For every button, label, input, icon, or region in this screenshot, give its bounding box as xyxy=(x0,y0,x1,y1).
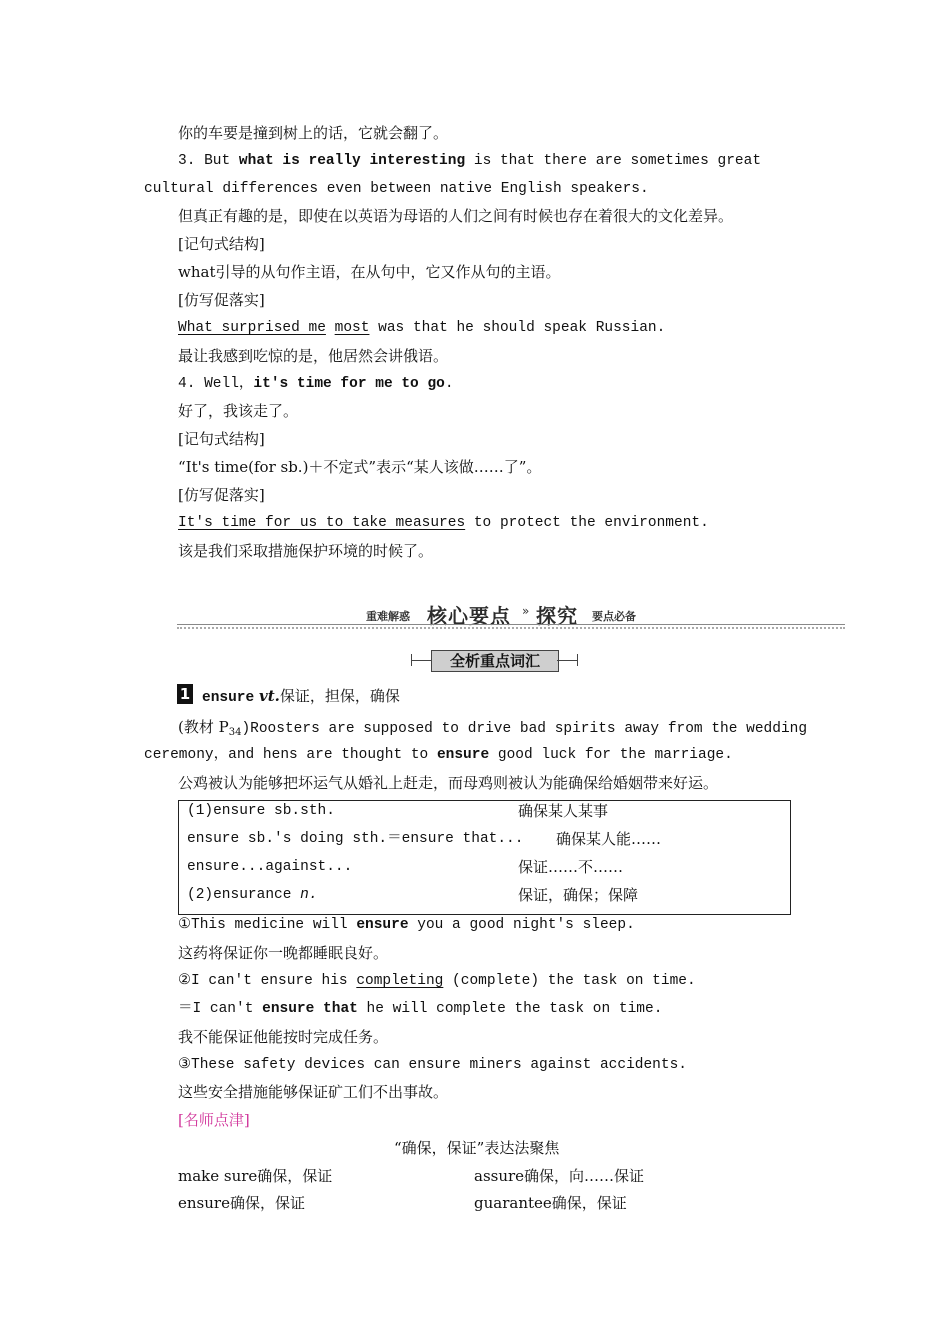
bold-phrase: ensure that xyxy=(262,1001,358,1017)
usage-en: (1)ensure sb.sth. xyxy=(187,803,335,819)
sentence-part: (complete) the task on time. xyxy=(443,973,696,989)
example-sentence-3 xyxy=(178,151,761,171)
usage-cn: 保证，确保；保障 xyxy=(518,886,639,904)
sentence-rest: was that he should speak Russian. xyxy=(369,320,666,336)
sentence-rest: is that there are sometimes great xyxy=(465,153,762,169)
part-of-speech: n. xyxy=(300,887,318,903)
sentence-number: 4. Well， xyxy=(178,376,254,392)
teacher-tip-label: [名师点津] xyxy=(178,1111,250,1129)
example-1 xyxy=(178,915,635,935)
structure-note: what引导的从句作主语，在从句中，它又作从句的主语。 xyxy=(178,263,561,281)
translation-line: 这些安全措施能够保证矿工们不出事故。 xyxy=(178,1083,449,1101)
tip-item: guarantee确保，保证 xyxy=(474,1194,627,1212)
bold-phrase: it's time for me to go xyxy=(253,376,445,392)
section-title-a: 核心要点 xyxy=(427,604,511,628)
sentence-rest: to protect the environment. xyxy=(465,515,709,531)
space xyxy=(326,320,335,336)
translation-line: 你的车要是撞到树上的话，它就会翻了。 xyxy=(178,124,449,142)
source-prefix: (教材 P xyxy=(178,718,229,736)
tip-heading: “确保，保证”表达法聚焦 xyxy=(394,1139,560,1157)
translation-line: 公鸡被认为能够把坏运气从婚礼上赶走，而母鸡则被认为能确保给婚姻带来好运。 xyxy=(178,774,719,792)
underlined-phrase: most xyxy=(334,320,370,336)
underlined-answer: completing xyxy=(356,973,444,989)
structure-note: “It's time(for sb.)＋不定式”表示“某人该做……了”。 xyxy=(178,458,542,476)
practice-label: [仿写促落实] xyxy=(178,291,265,309)
usage-cn: 保证……不…… xyxy=(518,858,624,876)
practice-label: [仿写促落实] xyxy=(178,486,265,504)
section-divider xyxy=(177,624,845,625)
example-2 xyxy=(178,971,696,991)
word-entry xyxy=(202,686,400,708)
translation-line: 该是我们采取措施保护环境的时候了。 xyxy=(178,542,434,560)
bold-word: ensure xyxy=(356,917,409,933)
page-subscript: 34 xyxy=(228,727,242,738)
usage-en xyxy=(187,885,318,905)
section-right-tag: 要点必备 xyxy=(592,610,636,623)
structure-label: [记句式结构] xyxy=(178,430,265,448)
example-sentence-3-cont: cultural differences even between native English speakers. xyxy=(144,181,649,197)
usage-en: ensure...against... xyxy=(187,859,353,875)
example-2-alt xyxy=(178,999,662,1019)
vocab-heading-pill: 全析重点词汇 xyxy=(431,650,559,672)
pill-cap-right xyxy=(577,654,578,666)
sentence-number: 3. But xyxy=(178,153,239,169)
pill-line-left xyxy=(411,660,431,661)
example-sentence-4 xyxy=(178,374,454,394)
period: . xyxy=(444,376,454,392)
usage-term: (2)ensurance xyxy=(187,887,301,903)
source-sentence: )Roosters are supposed to drive bad spirits away from the wedding xyxy=(241,721,808,737)
structure-label: [记句式结构] xyxy=(178,235,265,253)
tip-item: ensure确保，保证 xyxy=(178,1194,305,1212)
underlined-phrase: What surprised me xyxy=(178,320,326,336)
sentence-part: ①This medicine will xyxy=(178,917,357,933)
word-meaning: 保证，担保，确保 xyxy=(279,687,400,705)
underlined-phrase: It's time for us to take measures xyxy=(178,515,466,531)
sentence-part: good luck for the marriage. xyxy=(489,747,733,763)
sentence-part: ②I can't ensure his xyxy=(178,973,357,989)
textbook-source-line-2 xyxy=(144,745,733,765)
sentence-part: ceremony，and hens are thought to xyxy=(144,747,437,763)
practice-sentence xyxy=(178,513,709,533)
usage-cn: 确保某人能…… xyxy=(556,830,662,848)
sentence-part: you a good night's sleep. xyxy=(408,917,635,933)
sentence-part: he will complete the task on time. xyxy=(357,1001,663,1017)
translation-line: 但真正有趣的是，即使在以英语为母语的人们之间有时候也存在着很大的文化差异。 xyxy=(178,207,734,225)
textbook-source-line xyxy=(178,717,807,743)
tip-item: assure确保，向……保证 xyxy=(474,1167,645,1185)
bold-word: ensure xyxy=(436,747,490,763)
part-of-speech: vt. xyxy=(259,687,280,705)
sentence-part: ＝I can't xyxy=(178,1001,263,1017)
section-title-b: 探究 xyxy=(536,604,578,628)
headword: ensure xyxy=(202,690,255,706)
translation-line: 这药将保证你一晚都睡眠良好。 xyxy=(178,944,389,962)
translation-line: 好了，我该走了。 xyxy=(178,402,299,420)
section-divider-dotted xyxy=(177,627,845,629)
bold-phrase: what is really interesting xyxy=(238,153,466,169)
pill-line-right xyxy=(557,660,577,661)
word-number-badge: 1 xyxy=(177,684,193,704)
example-3: ③These safety devices can ensure miners against accidents. xyxy=(178,1057,687,1073)
translation-line: 我不能保证他能按时完成任务。 xyxy=(178,1028,389,1046)
tip-item: make sure确保，保证 xyxy=(178,1167,333,1185)
section-left-tag: 重难解惑 xyxy=(366,610,410,623)
double-arrow-icon: » xyxy=(522,604,530,618)
usage-cn: 确保某人某事 xyxy=(518,802,609,820)
translation-line: 最让我感到吃惊的是，他居然会讲俄语。 xyxy=(178,347,449,365)
practice-sentence xyxy=(178,318,665,338)
usage-en: ensure sb.'s doing sth.＝ensure that... xyxy=(187,831,524,847)
